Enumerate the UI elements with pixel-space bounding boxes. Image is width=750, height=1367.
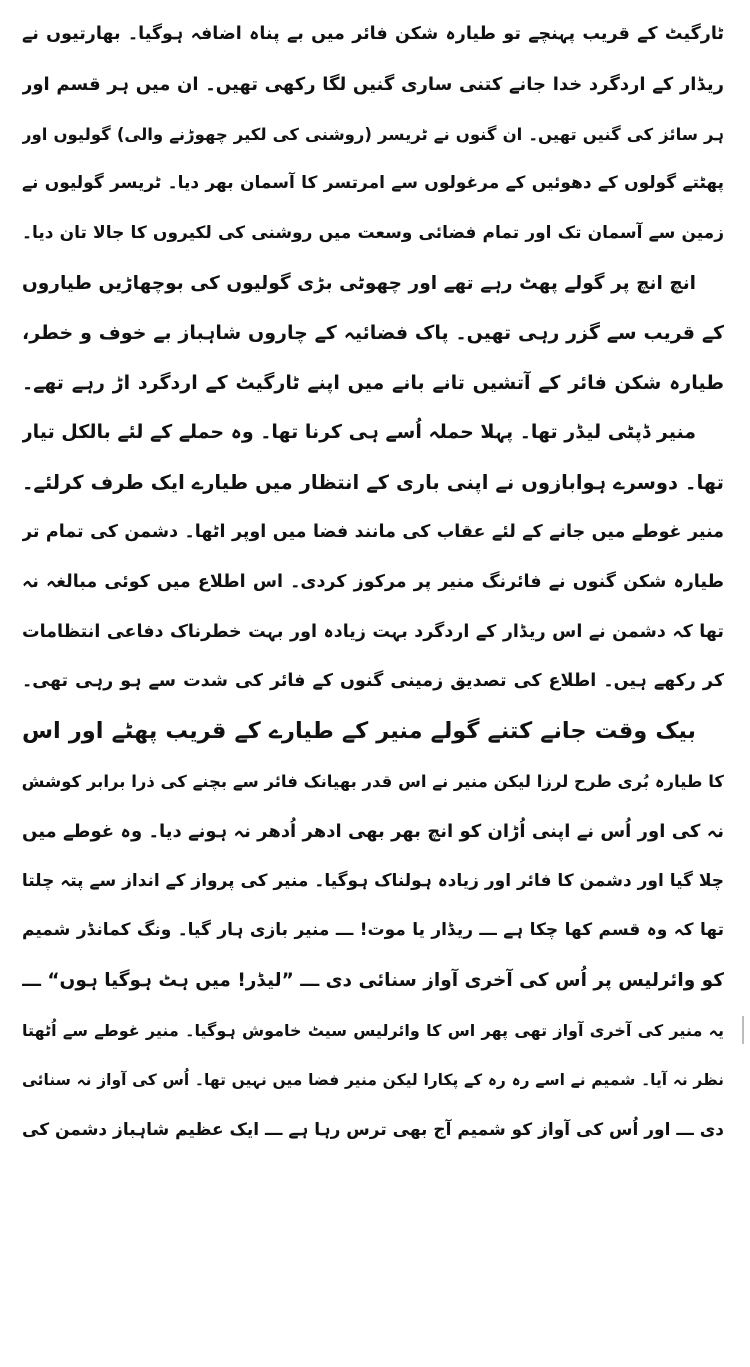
text-line-19: تھا کہ وہ قسم کھا چکا ہے ـــ ریڈار یا موت! ـــ منیر بازی ہار گیا۔ ونگ کمانڈر شمیم	[22, 920, 724, 941]
text-line-5: زمین سے آسمان تک اور تمام فضائی وسعت میں روشنی کی لکیروں کا جالا تان دیا۔	[22, 223, 724, 244]
text-line-3: ہر سائز کی گنیں تھیں۔ ان گنوں نے ٹریسر (روشنی کی لکیر چھوڑنے والی) گولیوں اور	[22, 124, 724, 144]
urdu-text-body	[22, 10, 724, 1155]
text-line-21: یہ منیر کی آخری آواز تھی پھر اس کا وائرلیس سیٹ خاموش ہوگیا۔ منیر غوطے سے اُٹھتا	[22, 1020, 724, 1040]
scan-edge-mark	[742, 1016, 744, 1044]
text-line-1: ٹارگیٹ کے قریب پہنچے تو طیارہ شکن فائر میں بے پناہ اضافہ ہوگیا۔ بھارتیوں نے	[22, 24, 724, 44]
text-line-15: بیک وقت جانے کتنے گولے منیر کے طیارے کے قریب پھٹے اور اس	[22, 718, 696, 745]
text-line-4: پھٹتے گولوں کے دھوئیں کے مرغولوں سے امرتسر کا آسمان بھر دیا۔ ٹریسر گولیوں نے	[22, 173, 724, 194]
text-line-22: نظر نہ آیا۔ شمیم نے اسے رہ رہ کے پکارا لیکن منیر فضا میں نہیں تھا۔ اُس کی آواز نہ سنائی	[22, 1070, 724, 1089]
text-line-7: کے قریب سے گزر رہی تھیں۔ پاک فضائیہ کے چاروں شاہباز بے خوف و خطر،	[22, 321, 724, 344]
text-line-18: چلا گیا اور دشمن کا فائر اور زیادہ ہولناک ہوگیا۔ منیر کی پرواز کے انداز سے پتہ چلتا	[22, 870, 724, 891]
text-line-9: منیر ڈپٹی لیڈر تھا۔ پہلا حملہ اُسے ہی کرنا تھا۔ وہ حملے کے لئے بالکل تیار	[22, 421, 696, 444]
text-line-12: طیارہ شکن گنوں نے فائرنگ منیر پر مرکوز کردی۔ اس اطلاع میں کوئی مبالغہ نہ	[22, 571, 724, 592]
text-line-16: کا طیارہ بُری طرح لرزا لیکن منیر نے اس قدر بھیانک فائر سے بچنے کی ذرا برابر کوشش	[22, 771, 724, 791]
text-line-20: کو وائرلیس پر اُس کی آخری آواز سنائی دی ـــ ”لیڈر! میں ہٹ ہوگیا ہوں“ ـــ	[22, 970, 724, 992]
text-line-17: نہ کی اور اُس نے اپنی اُڑان کو انچ بھر بھی ادھر اُدھر نہ ہونے دیا۔ وہ غوطے میں	[22, 820, 724, 842]
text-line-6: انچ انچ پر گولے پھٹ رہے تھے اور چھوٹی بڑی گولیوں کی بوچھاڑیں طیاروں	[22, 272, 696, 294]
text-line-23: دی ـــ اور اُس کی آواز کو شمیم آج بھی ترس رہا ہے ـــ ایک عظیم شاہباز دشمن کی	[22, 1119, 724, 1140]
text-line-11: منیر غوطے میں جانے کے لئے عقاب کی مانند فضا میں اوپر اٹھا۔ دشمن کی تمام تر	[22, 521, 724, 542]
text-line-14: کر رکھے ہیں۔ اطلاع کی تصدیق زمینی گنوں کے فائر کی شدت سے ہو رہی تھی۔	[22, 671, 724, 692]
text-line-13: تھا کہ دشمن نے اس ریڈار کے اردگرد بہت زیادہ اور بہت خطرناک دفاعی انتظامات	[22, 621, 724, 642]
text-line-2: ریڈار کے اردگرد خدا جانے کتنی ساری گنیں لگا رکھی تھیں۔ ان میں ہر قسم اور	[22, 73, 724, 95]
text-line-8: طیارہ شکن فائر کے آتشیں تانے بانے میں اپنے ٹارگیٹ کے اردگرد اڑ رہے تھے۔	[22, 371, 724, 394]
text-line-10: تھا۔ دوسرے ہوابازوں نے اپنی باری کے انتظار میں طیارے ایک طرف کرلئے۔	[22, 471, 724, 495]
